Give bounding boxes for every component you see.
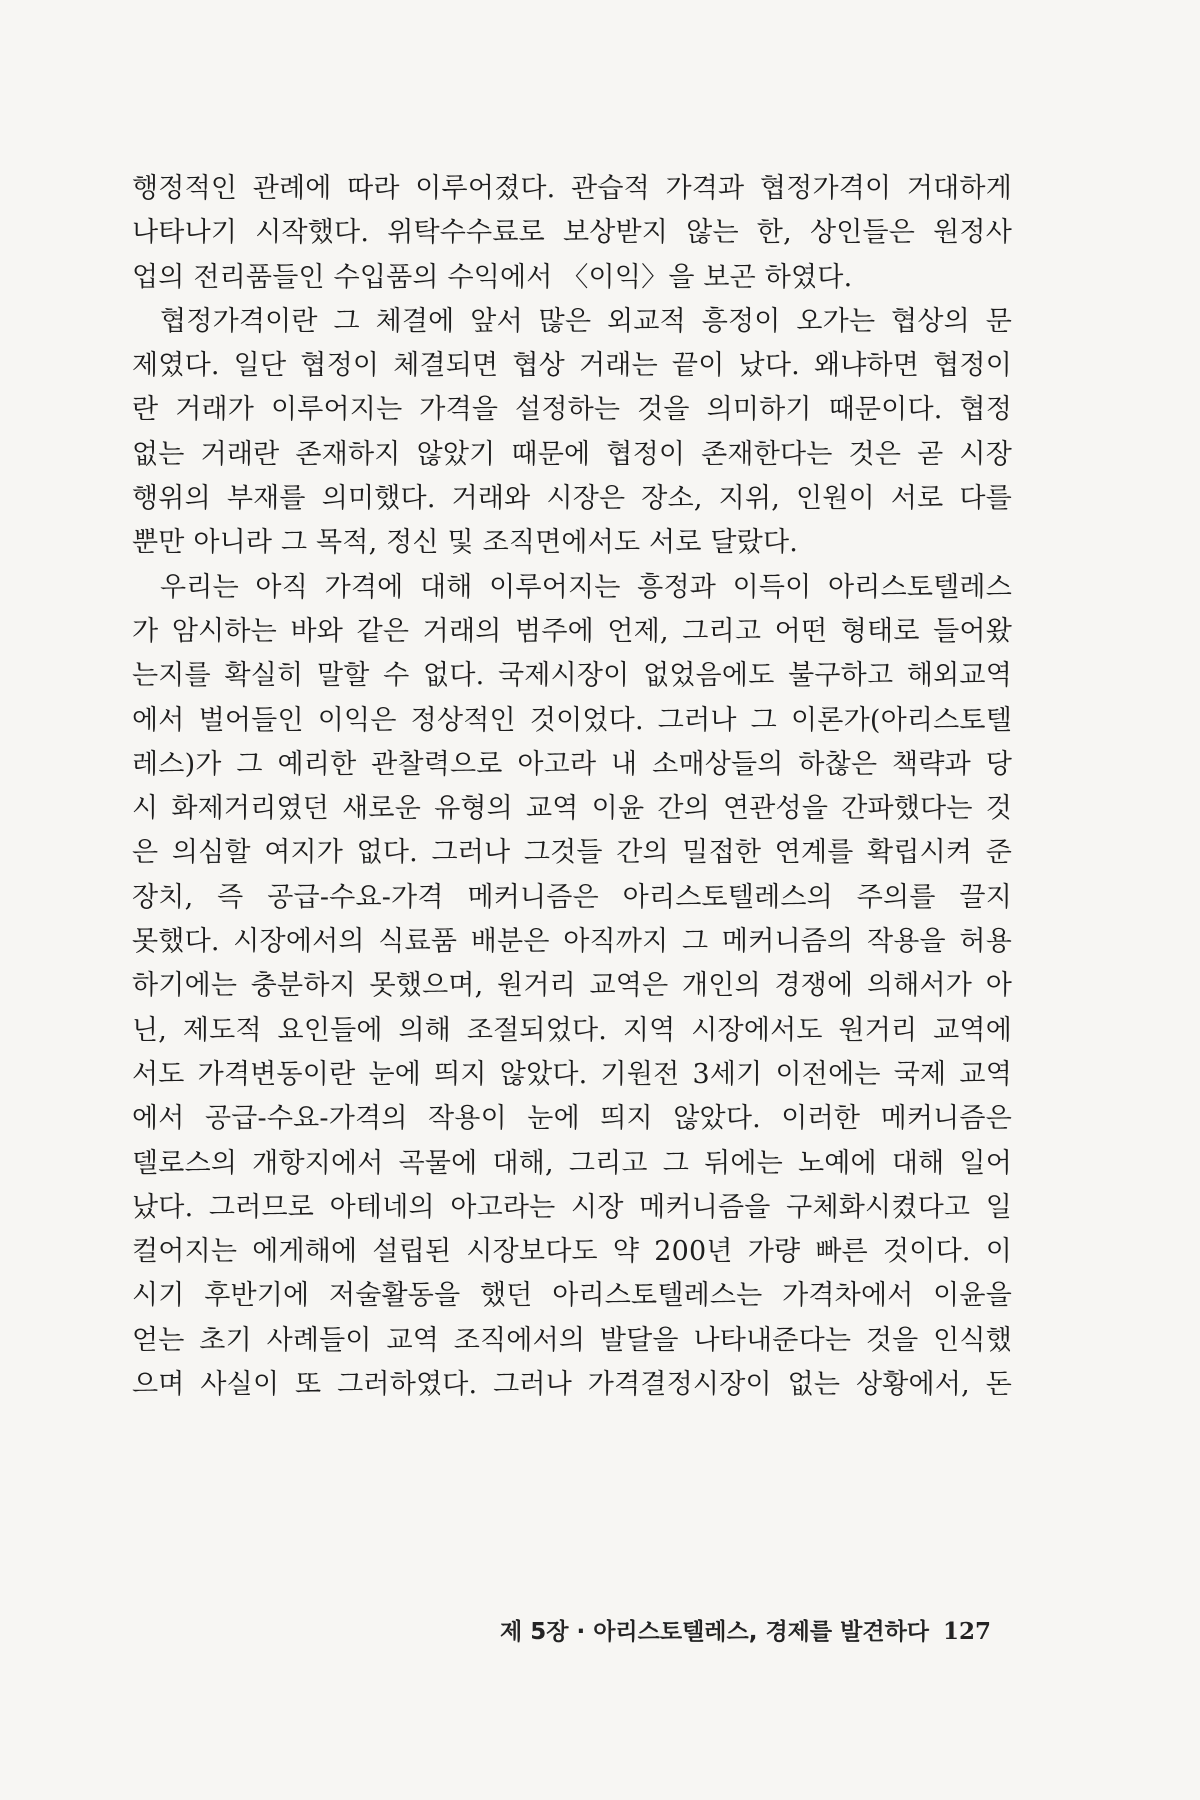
text-line: 하기에는 충분하지 못했으며, 원거리 교역은 개인의 경쟁에 의해서가 아	[132, 970, 1012, 1002]
page-footer	[500, 1610, 992, 1654]
page-number: 127	[943, 1618, 992, 1645]
text-line: 행정적인 관례에 따라 이루어졌다. 관습적 가격과 협정가격이 거대하게	[132, 173, 1012, 204]
paragraph-start-line: 협정가격이란 그 체결에 앞서 많은 외교적 흥정이 오가는 협상의 문	[160, 305, 1012, 337]
body-text	[132, 167, 1012, 1407]
text-line: 으며 사실이 또 그러하였다. 그러나 가격결정시장이 없는 상황에서, 돈	[132, 1369, 1012, 1401]
text-line: 시기 후반기에 저술활동을 했던 아리스토텔레스는 가격차에서 이윤을	[132, 1280, 1012, 1312]
text-line: 가 암시하는 바와 같은 거래의 범주에 언제, 그리고 어떤 형태로 들어왔	[132, 615, 1012, 647]
text-line: 났다. 그러므로 아테네의 아고라는 시장 메커니즘을 구체화시켰다고 일	[132, 1191, 1012, 1223]
text-line: 에서 벌어들인 이익은 정상적인 것이었다. 그러나 그 이론가(아리스토텔	[132, 704, 1012, 736]
text-line: 닌, 제도적 요인들에 의해 조절되었다. 지역 시장에서도 원거리 교역에	[132, 1014, 1012, 1046]
text-line: 제였다. 일단 협정이 체결되면 협상 거래는 끝이 났다. 왜냐하면 협정이	[132, 350, 1012, 382]
text-line: 란 거래가 이루어지는 가격을 설정하는 것을 의미하기 때문이다. 협정	[132, 394, 1012, 426]
text-line: 업의 전리품들인 수입품의 수익에서 〈이익〉을 보곤 하였다.	[132, 261, 853, 293]
text-line: 시 화제거리였던 새로운 유형의 교역 이윤 간의 연관성을 간파했다는 것	[132, 793, 1012, 825]
text-line: 나타나기 시작했다. 위탁수수료로 보상받지 않는 한, 상인들은 원정사	[132, 217, 1012, 249]
text-line: 장치, 즉 공급-수요-가격 메커니즘은 아리스토텔레스의 주의를 끌지	[132, 881, 1012, 913]
text-line: 행위의 부재를 의미했다. 거래와 시장은 장소, 지위, 인원이 서로 다를	[132, 483, 1012, 515]
text-line: 서도 가격변동이란 눈에 띄지 않았다. 기원전 3세기 이전에는 국제 교역	[132, 1058, 1012, 1090]
text-line: 레스)가 그 예리한 관찰력으로 아고라 내 소매상들의 하찮은 책략과 당	[132, 748, 1012, 780]
text-line: 은 의심할 여지가 없다. 그러나 그것들 간의 밀접한 연계를 확립시켜 준	[132, 837, 1012, 869]
running-chapter-title: 제 5장 · 아리스토텔레스, 경제를 발견하다	[500, 1619, 930, 1645]
text-line: 없는 거래란 존재하지 않았기 때문에 협정이 존재한다는 것은 곧 시장	[132, 438, 1012, 470]
text-line: 못했다. 시장에서의 식료품 배분은 아직까지 그 메커니즘의 작용을 허용	[132, 926, 1012, 958]
text-line: 얻는 초기 사례들이 교역 조직에서의 발달을 나타내준다는 것을 인식했	[132, 1324, 1012, 1356]
text-line: 뿐만 아니라 그 목적, 정신 및 조직면에서도 서로 달랐다.	[132, 527, 799, 559]
text-line: 는지를 확실히 말할 수 없다. 국제시장이 없었음에도 불구하고 해외교역	[132, 660, 1012, 692]
text-line: 델로스의 개항지에서 곡물에 대해, 그리고 그 뒤에는 노예에 대해 일어	[132, 1147, 1012, 1179]
text-line: 에서 공급-수요-가격의 작용이 눈에 띄지 않았다. 이러한 메커니즘은	[132, 1103, 1012, 1135]
paragraph-start-line: 우리는 아직 가격에 대해 이루어지는 흥정과 이득이 아리스토텔레스	[160, 571, 1012, 603]
text-line: 컬어지는 에게해에 설립된 시장보다도 약 200년 가량 빠른 것이다. 이	[132, 1236, 1012, 1268]
